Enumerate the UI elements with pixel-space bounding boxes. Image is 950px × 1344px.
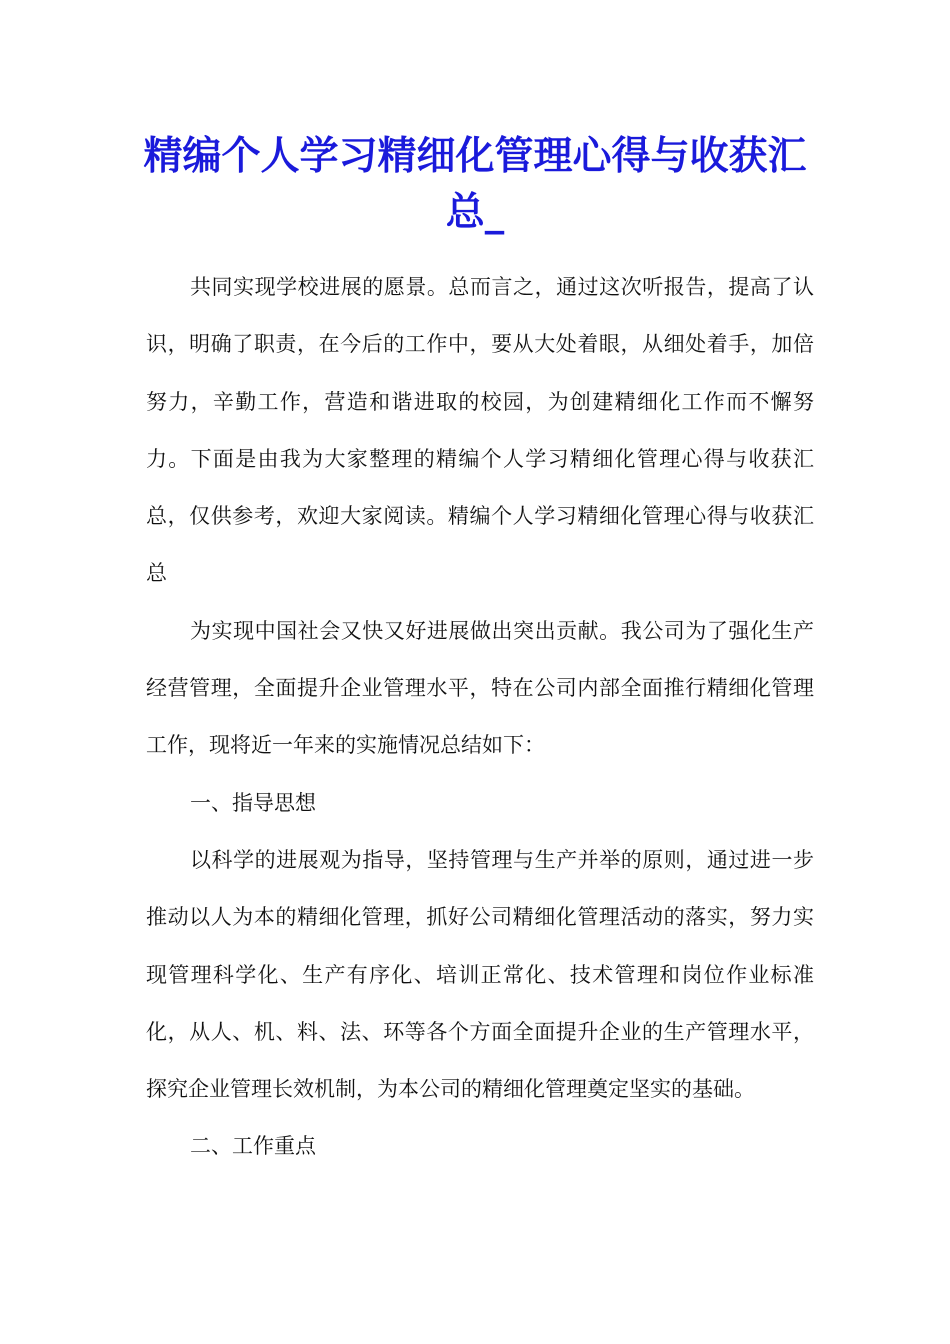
summary-paragraph: 为实现中国社会又快又好进展做出突出贡献。我公司为了强化生产经营管理，全面提升企业管理水平，特在公司内部全面推行精细化管理工作，现将近一年来的实施情况总结如下： xyxy=(146,618,814,758)
intro-paragraph: 共同实现学校进展的愿景。总而言之，通过这次听报告，提高了认识，明确了职责，在今后的工作中，要从大处着眼，从细处着手，加倍努力，辛勤工作，营造和谐进取的校园，为创建精细化工作而不懈努力。下面是由我为大家整理的精编个人学习精细化管理心得与收获汇总，仅供参考，欢迎大家阅读。精编个人学习精细化管理心得与收获汇总 xyxy=(146,275,814,586)
document-body xyxy=(146,259,814,1176)
section-heading-work-focus: 二、工作重点 xyxy=(190,1134,316,1159)
document-title: 精编个人学习精细化管理心得与收获汇总_ xyxy=(143,133,807,235)
section-heading-guiding-ideology: 一、指导思想 xyxy=(190,790,316,815)
guiding-ideology-paragraph: 以科学的进展观为指导，坚持管理与生产并举的原则，通过进一步推动以人为本的精细化管理，抓好公司精细化管理活动的落实，努力实现管理科学化、生产有序化、培训正常化、技术管理和岗位作业标准化，从人、机、料、法、环等各个方面全面提升企业的生产管理水平，探究企业管理长效机制，为本公司的精细化管理奠定坚实的基础。 xyxy=(146,847,814,1102)
